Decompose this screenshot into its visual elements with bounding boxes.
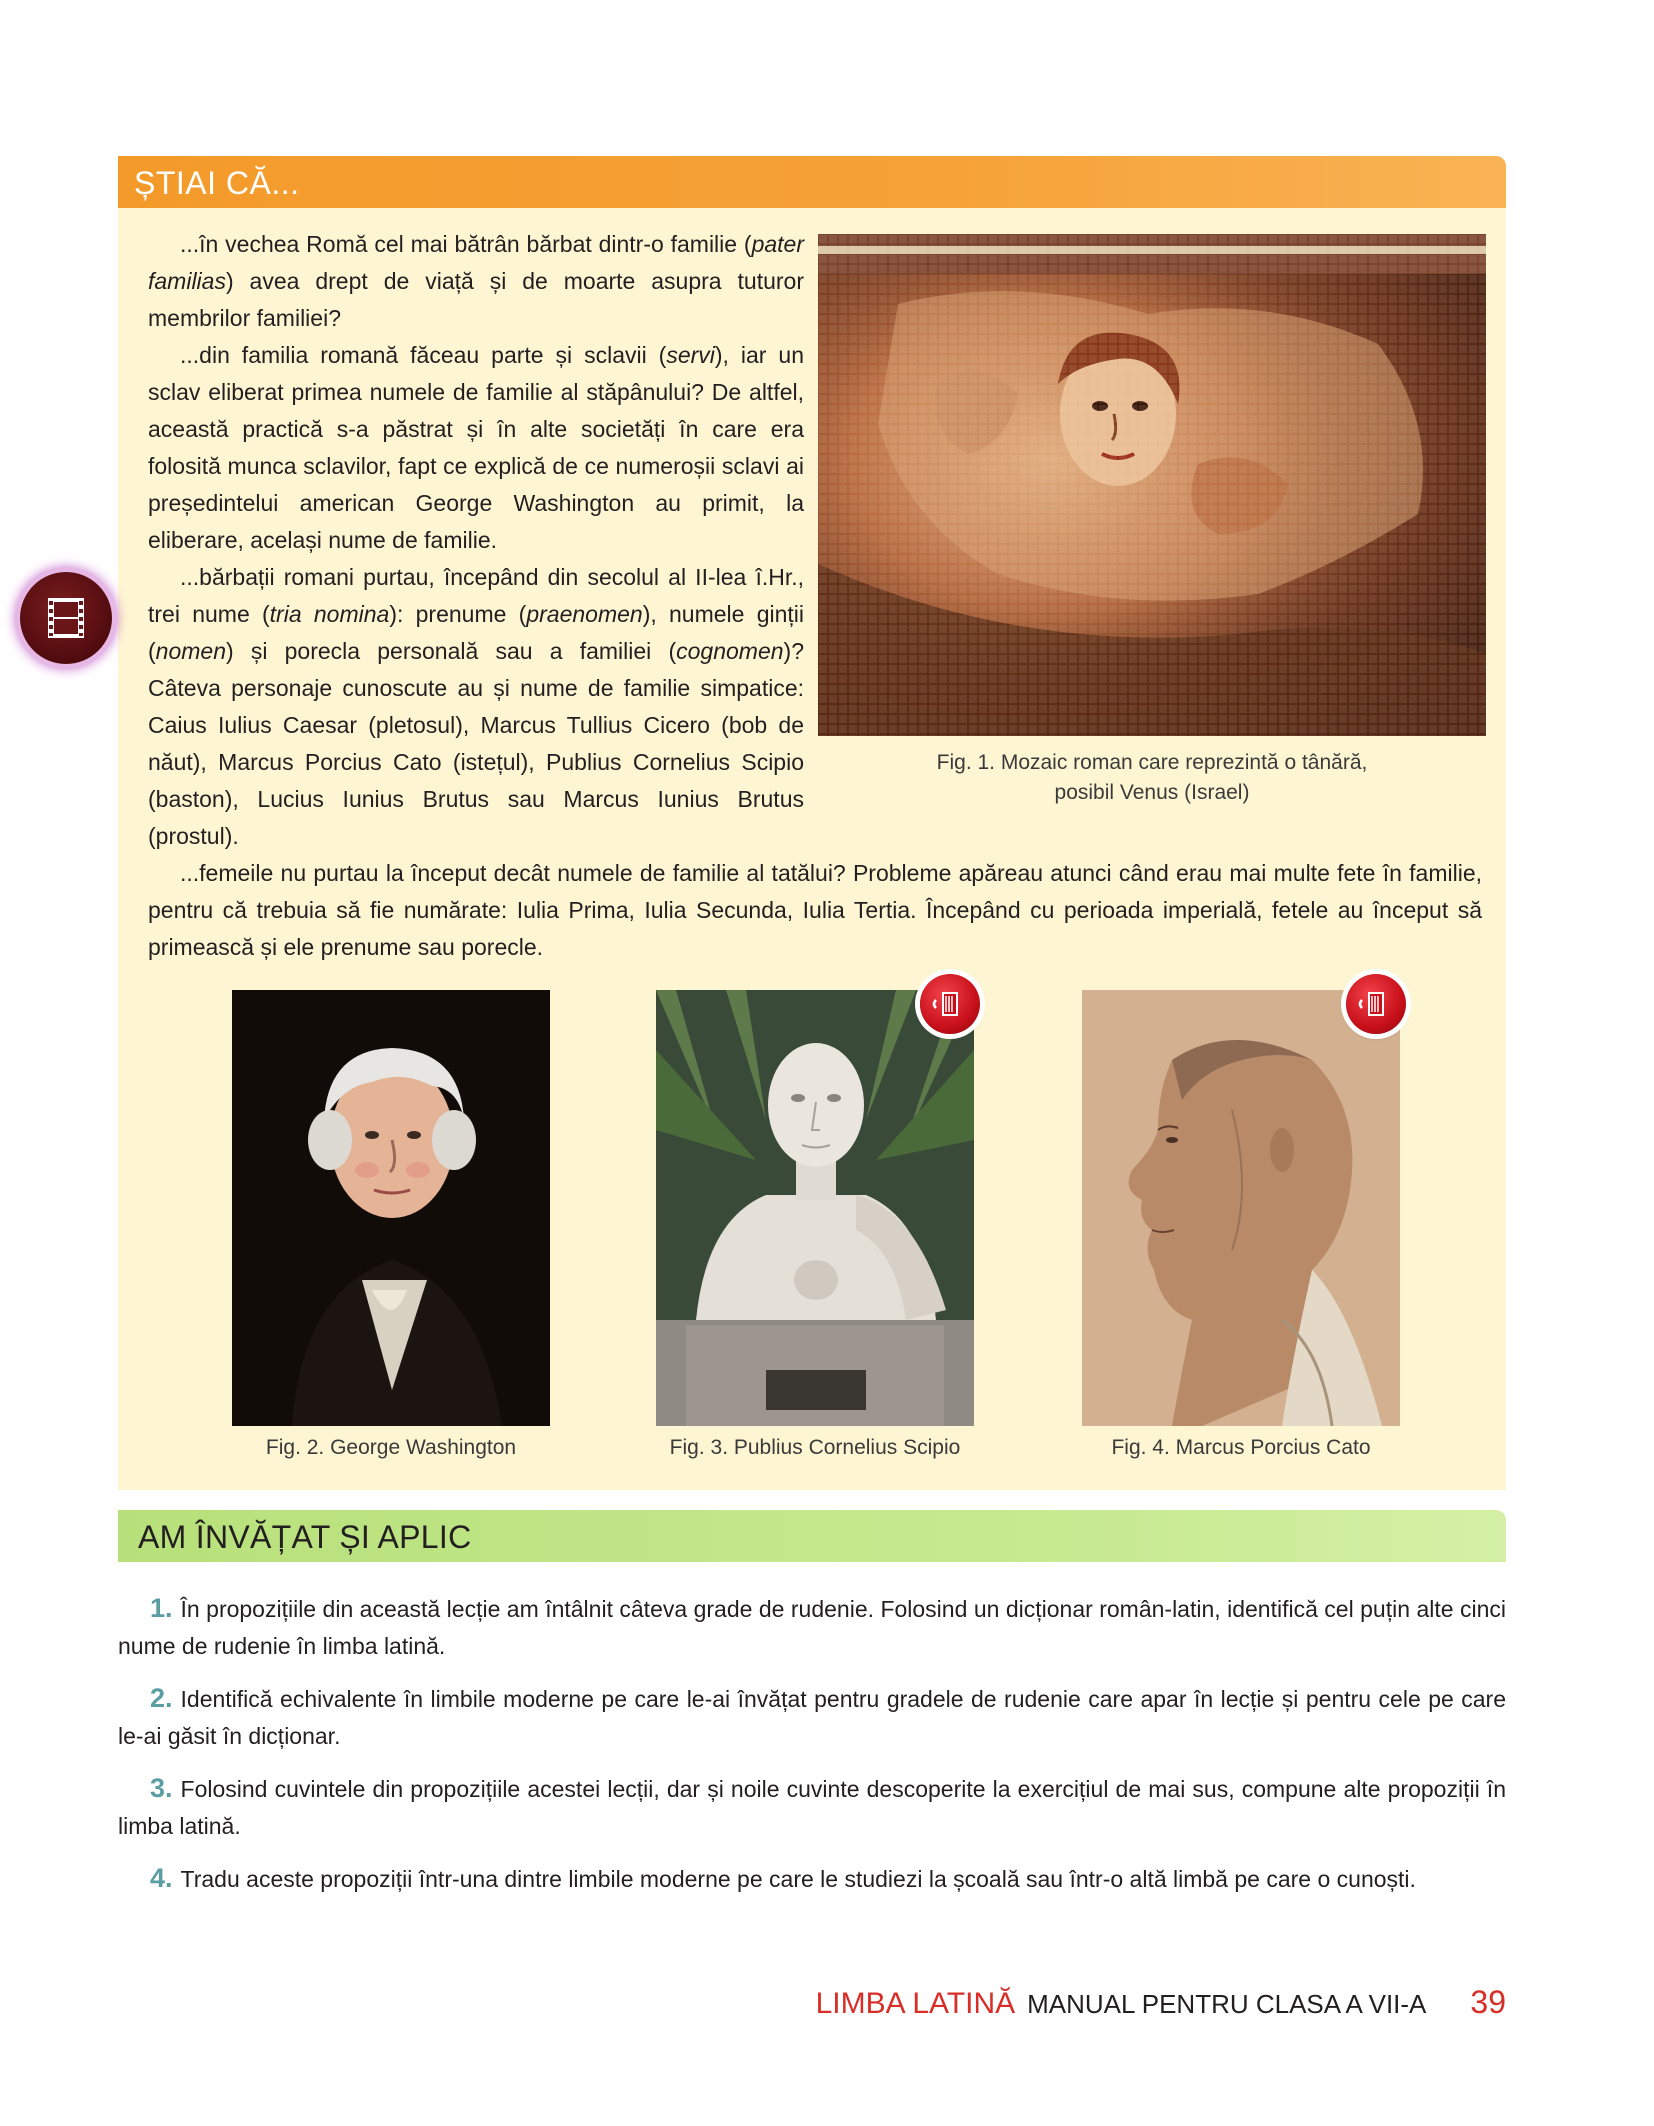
fig1-caption [818,748,1486,808]
fig1-caption-line1: Fig. 1. Mozaic roman care reprezintă o tânără, [936,751,1368,774]
latin-term: nomen [155,638,226,664]
latin-term: cognomen [676,638,784,664]
exercise-3 [118,1770,1506,1845]
exercise-text: Tradu aceste propoziții într-una dintre limbile moderne pe care le studiezi la școală sau într-o altă limbă pe care o cunoști. [180,1866,1416,1892]
learned-apply-header [118,1510,1506,1562]
latin-term: servi [666,342,715,368]
intro-paragraph-3 [148,559,804,855]
footer-manual: MANUAL PENTRU CLASA A VII-A [1027,1989,1427,2019]
fig3-scipio-bust [656,990,974,1426]
exercise-number: 1. [150,1593,173,1623]
exercise-number: 3. [150,1773,173,1803]
text-segment: ...din familia romană făceau parte și sclavii ( [180,342,667,368]
fig4-cato-drawing [1082,990,1400,1426]
fig2-caption: Fig. 2. George Washington [265,1436,517,1459]
intro-paragraph-2 [148,337,804,559]
exercise-text: În propozițiile din această lecție am întâlnit câteva grade de rudenie. Folosind un dicționar român-latin, identifică cel puțin alte cinci nume de rudenie în limba latină. [118,1596,1506,1659]
did-you-know-title: ȘTIAI CĂ... [134,165,300,201]
text-segment: )? Câteva personaje cunoscute au și nume de familie simpatice: Caius Iulius Caesar (pletosul), Marcus Tullius Cicero (bob de năut), Marcus Porcius Cato (istețul), Publius Cornelius Scipio (baston), Lucius Iunius Brutus sau Marcus Iunius Brutus (prostul). [148,638,804,849]
latin-term: praenomen [526,601,643,627]
exercise-text: Folosind cuvintele din propozițiile acestei lecții, dar și noile cuvinte descoperite la exercițiul de mai sus, compune alte propoziții în limba latină. [118,1776,1506,1839]
latin-term: pater familias [148,231,804,294]
did-you-know-header [118,156,1506,208]
fig4-caption: Fig. 4. Marcus Porcius Cato [1111,1436,1371,1459]
exercise-1 [118,1590,1506,1665]
did-you-know-intro [148,226,804,855]
latin-term: tria nomina [269,601,390,627]
audio-book-icon-fig4[interactable] [1346,974,1406,1034]
did-you-know-women-paragraph [148,855,1482,966]
fig1-mosaic-image [818,234,1486,736]
page-footer [816,1984,1506,2021]
text-segment: ): prenume ( [389,601,527,627]
exercise-text: Identifică echivalente în limbile moderne pe care le-ai învățat pentru gradele de rudenie care apar în lecție și pentru cele pe care le-ai găsit în dicționar. [118,1686,1506,1749]
fig3-caption: Fig. 3. Publius Cornelius Scipio [669,1436,961,1459]
exercise-4 [118,1860,1506,1898]
text-segment: ) avea drept de viață și de moarte asupra tuturor membrilor familiei? [148,268,804,331]
page-number: 39 [1470,1984,1506,2020]
text-segment: ...bărbații romani purtau, începând din secolul al II-lea î.Hr., trei nume ( [148,564,804,627]
exercise-number: 2. [150,1683,173,1713]
fig1-caption-line2: posibil Venus (Israel) [1054,781,1250,804]
fig2-washington-portrait [232,990,550,1426]
exercise-2 [118,1680,1506,1755]
text-segment: ), iar un sclav eliberat primea numele de familie al stăpânului? De altfel, această practică s-a păstrat și în alte societăți în care era folosită munca sclavilor, fapt ce explică de ce numeroșii sclavi ai președintelui american George Washington au primit, la eliberare, același nume de familie. [148,342,804,553]
audio-book-icon-fig3[interactable] [920,974,980,1034]
exercise-number: 4. [150,1863,173,1893]
footer-subject: LIMBA LATINĂ [815,1987,1016,2020]
women-names-text: ...femeile nu purtau la început decât numele de familie al tatălui? Probleme apăreau atunci când erau mai multe fete în familie, pentru că trebuia să fie numărate: Iulia Prima, Iulia Secunda, Iulia Tertia. Începând cu perioada imperială, fetele au început să primească și ele prenume sau porecle. [148,860,1482,960]
intro-paragraph-1 [148,226,804,337]
text-segment: ), numele ginții ( [148,601,805,664]
learned-apply-title: AM ÎNVĂȚAT ȘI APLIC [138,1519,472,1555]
text-segment: ...în vechea Romă cel mai bătrân bărbat dintr-o familie ( [180,231,752,257]
video-film-icon[interactable] [20,572,112,664]
text-segment: ) și porecla personală sau a familiei ( [226,638,677,664]
